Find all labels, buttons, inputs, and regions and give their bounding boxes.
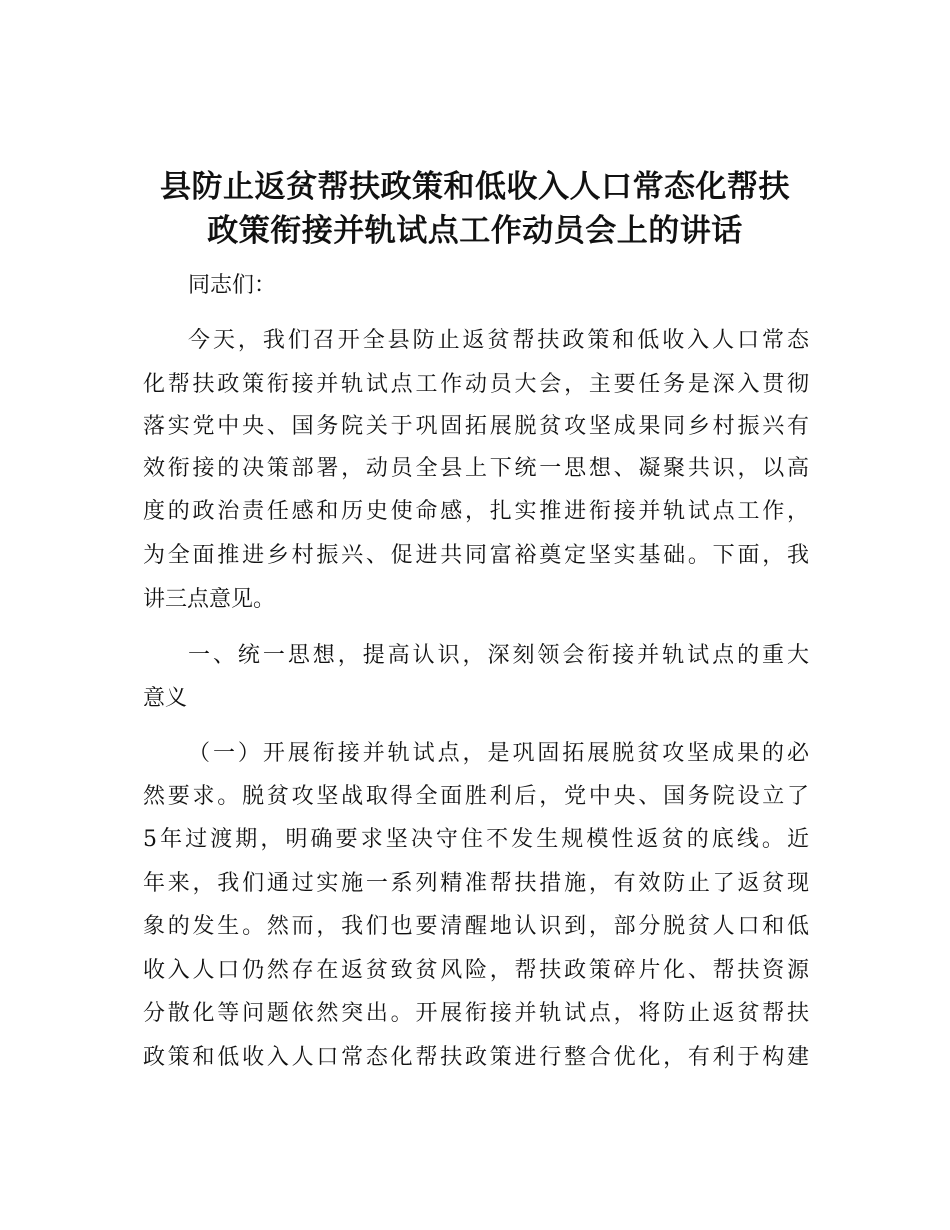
section-heading-line: 意义 — [143, 686, 188, 711]
document-title-line-2: 政策衔接并轨试点工作动员会上的讲话 — [207, 213, 743, 249]
document-title-line-1: 县防止返贫帮扶政策和低收入人口常态化帮扶 — [160, 169, 790, 205]
paragraph-line: 度的政治责任感和历史使命感，扎实推进衔接并轨试点工作， — [143, 499, 809, 524]
paragraph-line: 政策和低收入人口常态化帮扶政策进行整合优化，有利于构建 — [143, 1045, 809, 1070]
paragraph-line: 年来，我们通过实施一系列精准帮扶措施，有效防止了返贫现 — [143, 871, 809, 896]
paragraph-line: 效衔接的决策部署，动员全县上下统一思想、凝聚共识，以高 — [143, 456, 809, 481]
paragraph-line: 落实党中央、国务院关于巩固拓展脱贫攻坚成果同乡村振兴有 — [143, 414, 809, 439]
paragraph-line: 今天，我们召开全县防止返贫帮扶政策和低收入人口常态 — [188, 328, 809, 353]
paragraph-line: 然要求。脱贫攻坚战取得全面胜利后，党中央、国务院设立了 — [143, 784, 809, 809]
paragraph-line: 化帮扶政策衔接并轨试点工作动员大会，主要任务是深入贯彻 — [143, 372, 809, 397]
paragraph-line: 收入人口仍然存在返贫致贫风险，帮扶政策碎片化、帮扶资源 — [143, 958, 809, 983]
paragraph-line: 象的发生。然而，我们也要清醒地认识到，部分脱贫人口和低 — [143, 914, 809, 939]
salutation: 同志们： — [188, 273, 277, 298]
paragraph-line: 讲三点意见。 — [143, 587, 276, 612]
paragraph-line: 5年过渡期，明确要求坚决守住不发生规模性返贫的底线。近 — [143, 827, 809, 852]
section-heading-line: 一、统一思想，提高认识，深刻领会衔接并轨试点的重大 — [188, 643, 809, 668]
paragraph-line: 为全面推进乡村振兴、促进共同富裕奠定坚实基础。下面，我 — [143, 543, 809, 568]
paragraph-line: 分散化等问题依然突出。开展衔接并轨试点，将防止返贫帮扶 — [143, 1001, 809, 1026]
paragraph-line: （一）开展衔接并轨试点，是巩固拓展脱贫攻坚成果的必 — [188, 741, 809, 766]
